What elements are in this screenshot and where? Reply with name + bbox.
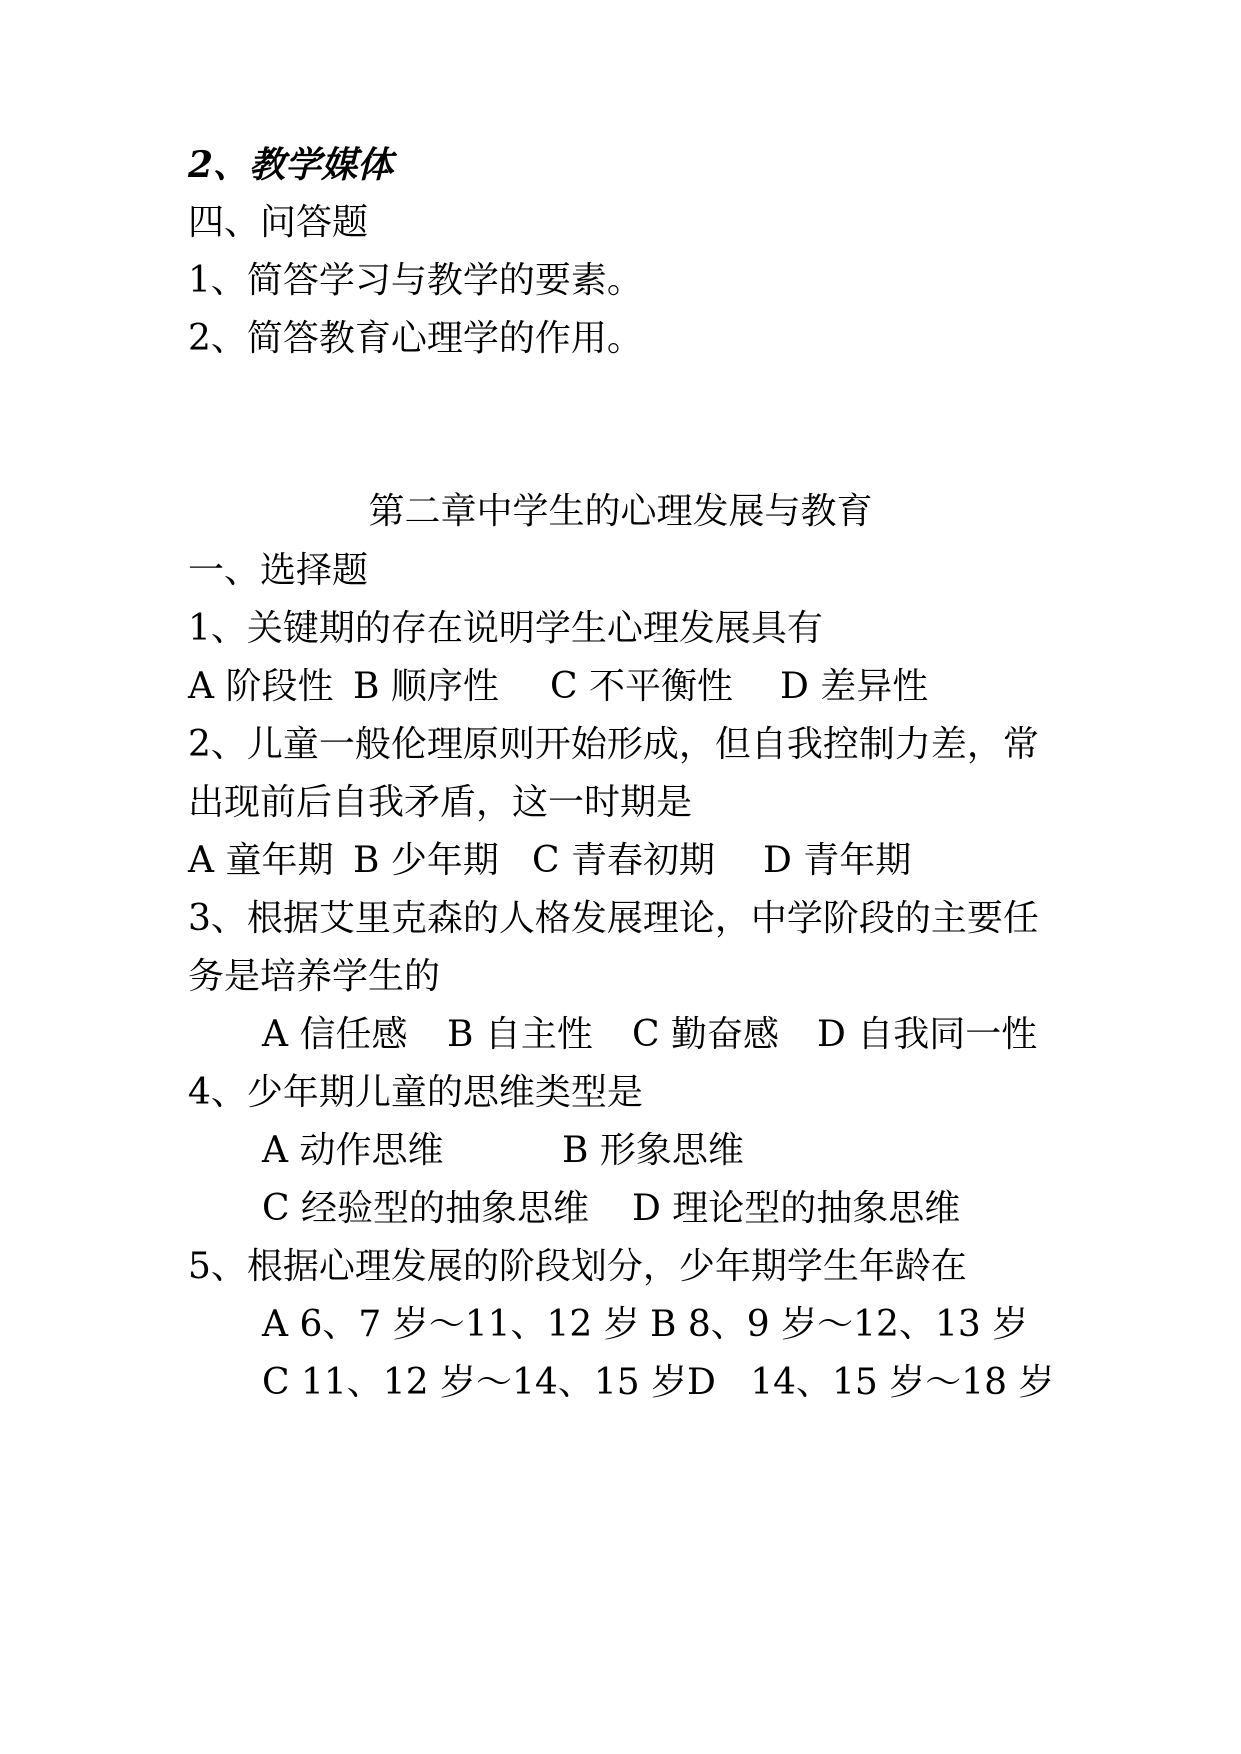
option-c: C 不平衡性 (550, 666, 733, 707)
option-d: D 自我同一性 (817, 1014, 1038, 1055)
chapter-title: 第二章中学生的心理发展与教育 (368, 491, 873, 532)
option-c: C 11、12 岁～14、15 岁 (262, 1362, 688, 1403)
qa-question-1: 1、简答学习与教学的要素。 (188, 260, 643, 301)
question-5-stem: 5、根据心理发展的阶段划分，少年期学生年龄在 (188, 1246, 967, 1287)
option-b: B 顺序性 (353, 666, 499, 707)
question-3-stem-line1: 3、根据艾里克森的人格发展理论，中学阶段的主要任 (188, 898, 1039, 939)
option-d: D 14、15 岁～18 岁 (687, 1362, 1055, 1403)
option-b: B 8、9 岁～12、13 岁 (650, 1304, 1029, 1345)
option-a: A 6、7 岁～11、12 岁 (262, 1304, 640, 1345)
qa-question-2: 2、简答教育心理学的作用。 (188, 318, 643, 359)
option-a: A 动作思维 (262, 1130, 444, 1171)
question-4-stem: 4、少年期儿童的思维类型是 (188, 1072, 643, 1113)
qa-heading: 四、问答题 (188, 202, 369, 243)
option-b: B 形象思维 (562, 1130, 744, 1171)
question-2-stem-line1: 2、儿童一般伦理原则开始形成，但自我控制力差，常 (188, 724, 1039, 765)
section-heading-choice: 一、选择题 (188, 550, 369, 591)
option-a: A 信任感 (262, 1014, 408, 1055)
option-d: D 差异性 (780, 666, 929, 707)
question-1-stem: 1、关键期的存在说明学生心理发展具有 (188, 608, 823, 649)
option-c: C 勤奋感 (632, 1014, 779, 1055)
option-c: C 经验型的抽象思维 (262, 1188, 589, 1229)
option-a: A 童年期 (188, 840, 334, 881)
question-3-stem-line2: 务是培养学生的 (188, 956, 441, 997)
question-2-stem-line2: 出现前后自我矛盾，这一时期是 (188, 782, 693, 823)
option-c: C 青春初期 (532, 840, 715, 881)
option-b: B 自主性 (447, 1014, 593, 1055)
option-a: A 阶段性 (188, 666, 334, 707)
option-d: D 理论型的抽象思维 (632, 1188, 961, 1229)
option-b: B 少年期 (353, 840, 499, 881)
option-d: D 青年期 (763, 840, 912, 881)
item-teaching-media: 2、教学媒体 (188, 144, 394, 186)
